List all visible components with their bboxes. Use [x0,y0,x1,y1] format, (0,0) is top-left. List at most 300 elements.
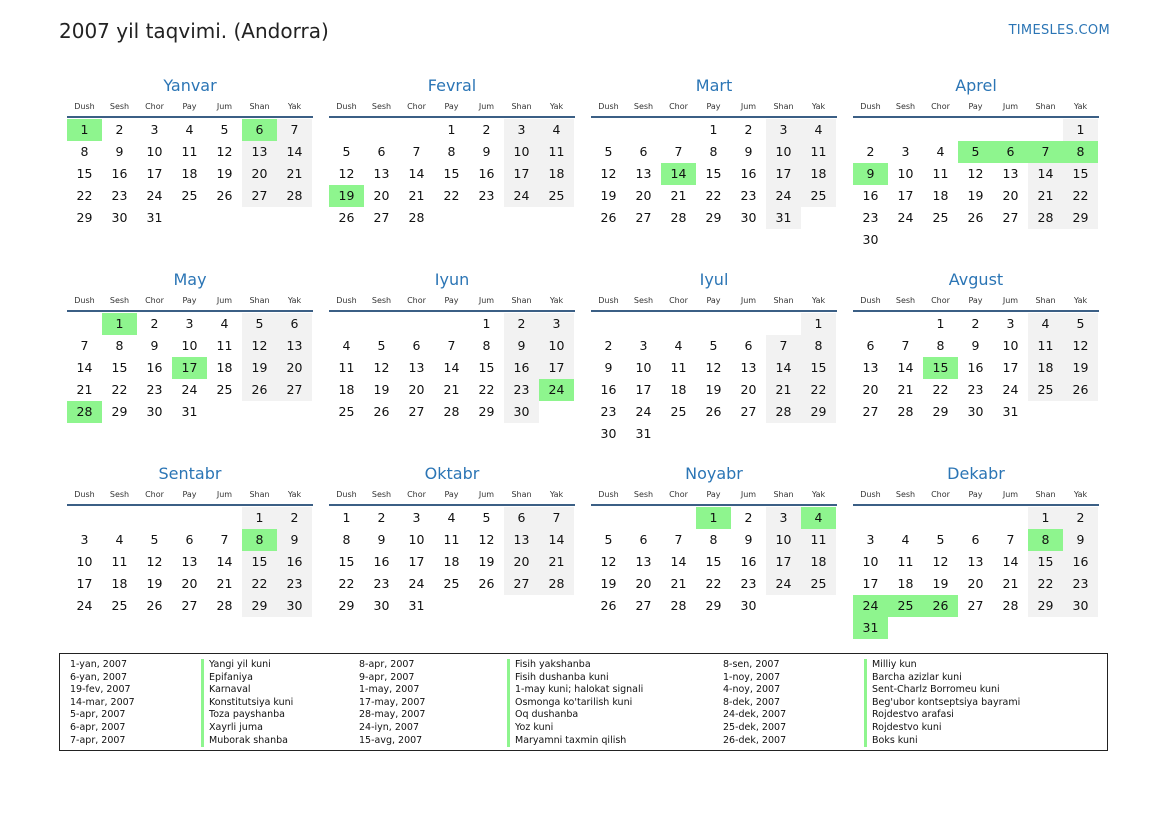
day-cell: 28 [670,210,687,225]
empty-cell [1028,119,1063,141]
day-cell: 25 [801,185,836,207]
empty-cell [731,313,766,335]
day-cell: 11 [181,144,198,159]
day-cell: 17 [766,163,801,185]
weekday-label: Sesh [371,490,392,499]
day-cell: 14 [443,360,460,375]
day-cell: 9 [150,338,159,353]
day-cell: 18 [801,551,836,573]
day-cell: 23 [1063,573,1098,595]
day-cell: 31 [181,404,198,419]
day-cell: 14 [277,141,312,163]
day-cell: 12 [373,360,390,375]
day-cell: 10 [766,141,801,163]
day-cell: 1 [936,316,945,331]
day-cell: 23 [277,573,312,595]
day-cell-holiday: 4 [801,507,836,529]
day-cell: 10 [504,141,539,163]
weekday-label: Chor [669,490,688,499]
legend-entry: Fisih yakshanba [515,659,591,670]
day-cell: 5 [242,313,277,335]
day-cell: 13 [862,360,879,375]
day-cell: 9 [1063,529,1098,551]
day-cell: 3 [80,532,89,547]
day-cell: 13 [408,360,425,375]
empty-cell [207,507,242,529]
empty-cell [329,119,364,141]
day-cell: 10 [181,338,198,353]
weekday-label: Yak [811,490,826,499]
day-grid [853,507,1099,639]
legend-entry: Epifaniya [209,671,253,683]
day-cell: 28 [766,401,801,423]
weekday-label: Dush [860,296,881,305]
legend-entry: Rojdestvo kuni [872,721,942,733]
legend-entry: 1-noy, 2007 [723,671,781,683]
day-cell-holiday: 15 [923,357,958,379]
weekday-label: Jum [1002,102,1019,111]
day-cell: 26 [373,404,390,419]
day-cell: 20 [635,576,652,591]
day-cell: 22 [76,188,93,203]
day-cell: 4 [115,532,124,547]
day-cell-holiday: 1 [696,507,731,529]
empty-cell [661,507,696,529]
day-cell: 3 [539,313,574,335]
day-cell: 6 [412,338,421,353]
weekday-header [67,486,313,506]
day-cell: 29 [705,210,722,225]
day-cell: 21 [76,382,93,397]
day-cell: 5 [936,532,945,547]
day-cell: 8 [709,532,718,547]
day-grid [591,119,837,229]
day-cell: 13 [242,141,277,163]
day-cell: 30 [600,426,617,441]
day-cell: 21 [897,382,914,397]
day-cell: 10 [635,360,652,375]
empty-cell [137,507,172,529]
day-cell: 9 [115,144,124,159]
day-cell: 5 [220,122,229,137]
day-cell-holiday: 19 [329,185,364,207]
day-cell: 14 [766,357,801,379]
day-cell: 26 [600,598,617,613]
day-cell: 30 [740,210,757,225]
empty-cell [923,119,958,141]
day-cell-holiday: 8 [242,529,277,551]
empty-cell [626,119,661,141]
day-cell: 17 [635,382,652,397]
day-cell: 18 [801,163,836,185]
day-cell: 26 [242,379,277,401]
weekday-label: Sesh [633,490,654,499]
day-cell: 27 [635,210,652,225]
day-cell: 19 [705,382,722,397]
legend-entry: Barcha azizlar kuni [872,671,962,683]
day-cell: 20 [373,188,390,203]
day-cell: 2 [504,313,539,335]
weekday-label: Chor [931,296,950,305]
day-cell: 27 [504,573,539,595]
day-cell: 30 [373,598,390,613]
day-cell: 22 [242,573,277,595]
weekday-label: Jum [216,490,233,499]
day-cell: 28 [277,185,312,207]
day-cell: 20 [181,576,198,591]
weekday-label: Dush [860,102,881,111]
day-cell: 17 [76,576,93,591]
empty-cell [399,119,434,141]
day-cell: 1 [482,316,491,331]
weekday-label: Sesh [633,296,654,305]
day-cell: 29 [338,598,355,613]
weekday-label: Dush [598,296,619,305]
weekday-label: Chor [669,296,688,305]
day-cell: 3 [504,119,539,141]
month-name: Oktabr [424,464,480,483]
weekday-label: Sesh [109,296,130,305]
empty-cell [993,507,1028,529]
day-cell: 16 [277,551,312,573]
day-cell-holiday: 5 [958,141,993,163]
day-cell: 10 [539,335,574,357]
day-cell: 29 [111,404,128,419]
day-cell: 21 [216,576,233,591]
weekday-label: Shan [249,296,270,305]
day-cell: 5 [377,338,386,353]
day-cell: 13 [277,335,312,357]
weekday-label: Pay [182,490,197,499]
day-cell: 21 [1002,576,1019,591]
day-cell: 23 [600,404,617,419]
month-noyabr [591,461,837,655]
month-iyun [329,267,575,461]
day-cell: 6 [377,144,386,159]
weekday-label: Dush [74,102,95,111]
day-cell: 6 [971,532,980,547]
day-cell: 4 [185,122,194,137]
day-cell: 16 [146,360,163,375]
day-grid [329,119,575,229]
day-cell: 21 [539,551,574,573]
day-cell: 13 [504,529,539,551]
empty-cell [661,119,696,141]
day-cell: 7 [277,119,312,141]
day-cell: 25 [216,382,233,397]
day-cell: 18 [338,382,355,397]
legend-entry: Konstitutsiya kuni [209,696,294,708]
day-cell: 13 [373,166,390,181]
weekday-label: Chor [931,490,950,499]
weekday-label: Chor [407,296,426,305]
day-cell: 18 [1028,357,1063,379]
day-cell: 22 [705,188,722,203]
month-name: Avgust [948,270,1004,289]
month-name: Aprel [955,76,997,95]
day-cell: 20 [277,357,312,379]
weekday-label: Chor [931,102,950,111]
legend-entry: 25-dek, 2007 [723,721,787,733]
weekday-label: Jum [478,490,495,499]
day-cell: 8 [115,338,124,353]
day-cell: 7 [412,144,421,159]
day-cell: 25 [1028,379,1063,401]
month-yanvar [67,73,313,267]
legend-entry: 8-sen, 2007 [723,659,780,670]
day-cell: 9 [482,144,491,159]
weekday-label: Yak [1073,490,1088,499]
month-may [67,267,313,461]
day-cell: 18 [443,554,460,569]
day-grid [853,119,1099,251]
weekday-label: Pay [706,490,721,499]
day-grid [329,313,575,423]
day-cell: 7 [674,144,683,159]
day-cell: 19 [1063,357,1098,379]
day-cell: 4 [342,338,351,353]
weekday-label: Yak [811,102,826,111]
day-cell: 1 [242,507,277,529]
day-cell: 7 [220,532,229,547]
day-cell: 13 [635,554,652,569]
month-fevral [329,73,575,267]
day-cell-holiday: 14 [661,163,696,185]
day-cell: 30 [740,598,757,613]
day-cell: 5 [709,338,718,353]
day-cell: 26 [478,576,495,591]
day-cell: 16 [373,554,390,569]
day-cell: 27 [1002,210,1019,225]
day-cell: 11 [670,360,687,375]
weekday-label: Sesh [895,490,916,499]
day-cell: 10 [897,166,914,181]
weekday-header [591,292,837,312]
day-cell: 25 [801,573,836,595]
day-cell: 11 [932,166,949,181]
day-cell: 27 [862,404,879,419]
day-cell: 4 [1028,313,1063,335]
day-cell-holiday: 8 [1063,141,1098,163]
weekday-label: Jum [1002,490,1019,499]
day-cell: 20 [967,576,984,591]
day-cell: 19 [967,188,984,203]
empty-cell [591,119,626,141]
day-cell: 24 [76,598,93,613]
day-cell: 10 [408,532,425,547]
empty-cell [67,507,102,529]
empty-cell [102,507,137,529]
day-cell: 9 [604,360,613,375]
day-cell: 7 [447,338,456,353]
day-cell: 15 [705,554,722,569]
day-cell: 11 [801,529,836,551]
day-cell: 24 [897,210,914,225]
day-cell: 25 [111,598,128,613]
day-cell: 26 [216,188,233,203]
day-cell: 22 [478,382,495,397]
day-cell: 7 [674,532,683,547]
day-cell: 24 [181,382,198,397]
day-cell: 1 [801,313,836,335]
weekday-header [591,486,837,506]
weekday-header [853,292,1099,312]
day-cell: 6 [744,338,753,353]
day-cell: 22 [1028,573,1063,595]
month-name: Sentabr [158,464,222,483]
day-cell: 3 [639,338,648,353]
legend-entry: 6-apr, 2007 [70,721,126,733]
day-cell: 1 [709,122,718,137]
empty-cell [993,119,1028,141]
day-cell: 27 [740,404,757,419]
day-grid [853,313,1099,423]
day-cell: 5 [482,510,491,525]
day-cell: 10 [146,144,163,159]
day-cell: 28 [539,573,574,595]
day-cell: 2 [1063,507,1098,529]
day-cell: 27 [242,185,277,207]
day-cell: 25 [932,210,949,225]
day-cell: 11 [338,360,355,375]
day-cell: 16 [862,188,879,203]
day-cell: 9 [971,338,980,353]
day-cell: 29 [478,404,495,419]
day-cell: 2 [115,122,124,137]
day-cell: 22 [1063,185,1098,207]
day-cell: 16 [600,382,617,397]
day-cell: 15 [478,360,495,375]
month-name: Dekabr [947,464,1005,483]
legend-entry: Osmonga ko'tarilish kuni [515,696,633,708]
legend-entry: 17-may, 2007 [359,696,426,708]
day-cell: 28 [408,210,425,225]
legend-entry: 1-may kuni; halokat signali [515,684,644,696]
weekday-label: Jum [216,296,233,305]
day-cell: 8 [342,532,351,547]
day-cell: 29 [932,404,949,419]
weekday-label: Jum [1002,296,1019,305]
weekday-label: Yak [1073,102,1088,111]
weekday-label: Dush [598,102,619,111]
day-cell: 7 [539,507,574,529]
weekday-label: Sesh [895,102,916,111]
day-cell: 16 [111,166,128,181]
day-cell: 24 [408,576,425,591]
day-cell: 28 [443,404,460,419]
legend-entry: 1-may, 2007 [359,684,420,696]
day-cell: 12 [600,554,617,569]
day-cell: 3 [150,122,159,137]
empty-cell [591,507,626,529]
legend-dates-col-1 [70,659,135,747]
day-cell-holiday: 6 [993,141,1028,163]
day-cell: 7 [1006,532,1015,547]
day-cell: 13 [181,554,198,569]
day-cell: 23 [504,379,539,401]
empty-cell [888,313,923,335]
legend-entry: Yoz kuni [515,721,554,733]
month-aprel [853,73,1099,267]
weekday-label: Chor [669,102,688,111]
day-cell: 17 [146,166,163,181]
month-name: Fevral [427,76,477,95]
day-cell: 29 [705,598,722,613]
day-cell: 17 [862,576,879,591]
legend-entry: Maryamni taxmin qilish [515,734,627,746]
day-cell: 13 [1002,166,1019,181]
day-cell: 29 [1028,595,1063,617]
day-cell: 16 [504,357,539,379]
day-grid [67,313,313,423]
day-cell: 31 [766,207,801,229]
weekday-label: Shan [511,490,532,499]
weekday-label: Shan [773,490,794,499]
weekday-label: Sesh [371,296,392,305]
day-cell: 23 [967,382,984,397]
day-grid [591,313,837,445]
day-cell: 14 [1002,554,1019,569]
month-name: May [173,270,207,289]
legend-entry: Toza payshanba [209,709,285,721]
weekday-label: Pay [968,296,983,305]
day-cell: 16 [967,360,984,375]
day-cell: 30 [504,401,539,423]
weekday-label: Yak [287,296,302,305]
day-cell: 19 [478,554,495,569]
weekday-label: Pay [182,296,197,305]
weekday-label: Sesh [109,490,130,499]
day-cell: 27 [277,379,312,401]
day-cell: 10 [76,554,93,569]
legend-entry: 7-apr, 2007 [70,734,126,746]
day-cell: 16 [478,166,495,181]
day-cell: 12 [600,166,617,181]
day-cell: 19 [932,576,949,591]
legend-entry: 28-may, 2007 [359,709,426,721]
weekday-label: Shan [773,296,794,305]
day-cell-holiday: 17 [172,357,207,379]
day-cell: 19 [146,576,163,591]
day-cell: 30 [1063,595,1098,617]
weekday-label: Jum [740,296,757,305]
day-cell: 24 [766,185,801,207]
empty-cell [434,313,469,335]
day-cell: 15 [443,166,460,181]
month-name: Iyul [699,270,729,289]
day-cell: 10 [862,554,879,569]
day-cell: 20 [242,163,277,185]
empty-cell [958,119,993,141]
day-cell: 28 [1028,207,1063,229]
day-cell: 30 [146,404,163,419]
day-cell: 10 [766,529,801,551]
day-cell: 30 [862,232,879,247]
weekday-label: Dush [860,490,881,499]
day-cell: 27 [408,404,425,419]
day-cell: 6 [185,532,194,547]
day-cell: 22 [705,576,722,591]
brand-link[interactable]: TIMESLES.COM [1008,23,1110,38]
day-cell: 1 [447,122,456,137]
day-cell: 26 [967,210,984,225]
weekday-label: Chor [145,102,164,111]
day-cell: 21 [1028,185,1063,207]
empty-cell [626,507,661,529]
day-cell: 5 [604,144,613,159]
day-grid [591,507,837,617]
day-cell: 20 [740,382,757,397]
